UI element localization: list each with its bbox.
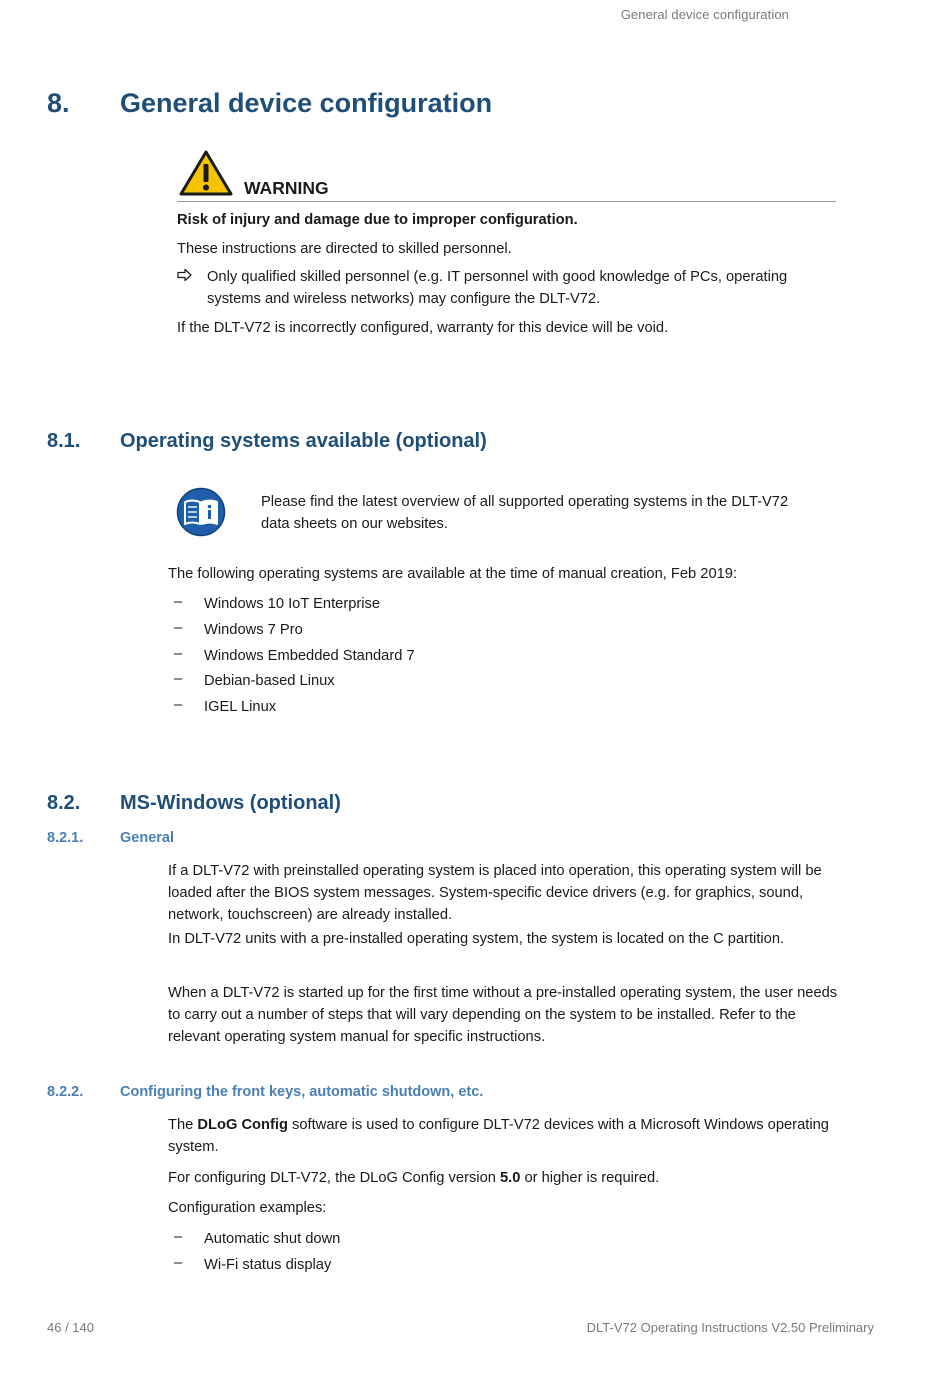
info-note-line2: data sheets on our websites. <box>261 516 448 532</box>
paragraph-line: system. <box>168 1139 219 1155</box>
software-name: DLoG Config <box>197 1117 288 1133</box>
chapter-number: 8. <box>47 88 70 118</box>
list-bullet: – <box>174 697 183 713</box>
os-intro: The following operating systems are available at the time of manual creation, Feb 2019: <box>168 566 738 582</box>
warning-consequence: If the DLT-V72 is incorrectly configured, warranty for this device will be void. <box>177 320 669 336</box>
info-manual-icon <box>176 487 226 537</box>
section-number: 8.1. <box>47 430 81 452</box>
subsection-number: 8.2.1. <box>47 830 84 846</box>
warning-triangle-icon <box>179 150 233 196</box>
paragraph-line: When a DLT-V72 is started up for the first time without a pre-installed operating system, the user needs <box>168 985 838 1001</box>
list-item: Windows 10 IoT Enterprise <box>204 596 381 612</box>
info-note-line1: Please find the latest overview of all supported operating systems in the DLT-V72 <box>261 494 789 510</box>
list-item: Automatic shut down <box>204 1231 341 1247</box>
paragraph-line: network, touchscreen) are already installed. <box>168 907 453 923</box>
footer-doc-title: DLT-V72 Operating Instructions V2.50 Preliminary <box>586 1320 874 1335</box>
arrow-right-icon <box>177 268 193 282</box>
warning-instruction-line2: systems and wireless networks) may configure the DLT-V72. <box>207 291 601 307</box>
text-run: The <box>168 1117 198 1133</box>
list-item: Windows 7 Pro <box>204 622 303 638</box>
warning-headline: Risk of injury and damage due to improper configuration. <box>177 212 578 228</box>
warning-signal-word: WARNING <box>244 178 329 198</box>
subsection-number: 8.2.2. <box>47 1084 84 1100</box>
chapter-title: General device configuration <box>120 88 493 118</box>
paragraph-line <box>168 1167 659 1189</box>
paragraph-line: In DLT-V72 units with a pre-installed operating system, the system is located on the C partition. <box>168 931 785 947</box>
list-item: Windows Embedded Standard 7 <box>204 648 415 664</box>
list-bullet: – <box>174 646 183 662</box>
paragraph-line: to carry out a number of steps that will vary depending on the system to be installed. Refer to the <box>168 1007 796 1023</box>
list-item: Wi-Fi status display <box>204 1257 332 1273</box>
paragraph-line: If a DLT-V72 with preinstalled operating system is placed into operation, this operating system will be <box>168 863 822 879</box>
paragraph-line: Configuration examples: <box>168 1200 327 1216</box>
list-item: IGEL Linux <box>204 699 277 715</box>
paragraph-line <box>168 1114 829 1136</box>
subsection-title: Configuring the front keys, automatic shutdown, etc. <box>120 1084 484 1100</box>
list-item: Debian-based Linux <box>204 673 335 689</box>
version-number: 5.0 <box>500 1170 521 1186</box>
section-number: 8.2. <box>47 792 81 814</box>
warning-intro: These instructions are directed to skilled personnel. <box>177 241 512 257</box>
list-bullet: – <box>174 1229 183 1245</box>
section-title: MS-Windows (optional) <box>120 792 341 814</box>
warning-divider <box>177 201 836 202</box>
list-bullet: – <box>174 594 183 610</box>
text-run: software is used to configure DLT-V72 devices with a Microsoft Windows operating <box>287 1117 829 1133</box>
subsection-title: General <box>120 830 174 846</box>
warning-instruction-line1: Only qualified skilled personnel (e.g. IT personnel with good knowledge of PCs, operating <box>207 269 788 285</box>
section-title: Operating systems available (optional) <box>120 430 487 452</box>
list-bullet: – <box>174 671 183 687</box>
page-number: 46 / 140 <box>47 1320 94 1335</box>
paragraph-line: loaded after the BIOS system messages. System-specific device drivers (e.g. for graphics, sound, <box>168 885 804 901</box>
list-bullet: – <box>174 620 183 636</box>
paragraph-line: relevant operating system manual for specific instructions. <box>168 1029 546 1045</box>
text-run: For configuring DLT-V72, the DLoG Config version <box>168 1170 500 1186</box>
text-run: or higher is required. <box>520 1170 660 1186</box>
list-bullet: – <box>174 1255 183 1271</box>
running-header: General device configuration <box>620 7 789 22</box>
